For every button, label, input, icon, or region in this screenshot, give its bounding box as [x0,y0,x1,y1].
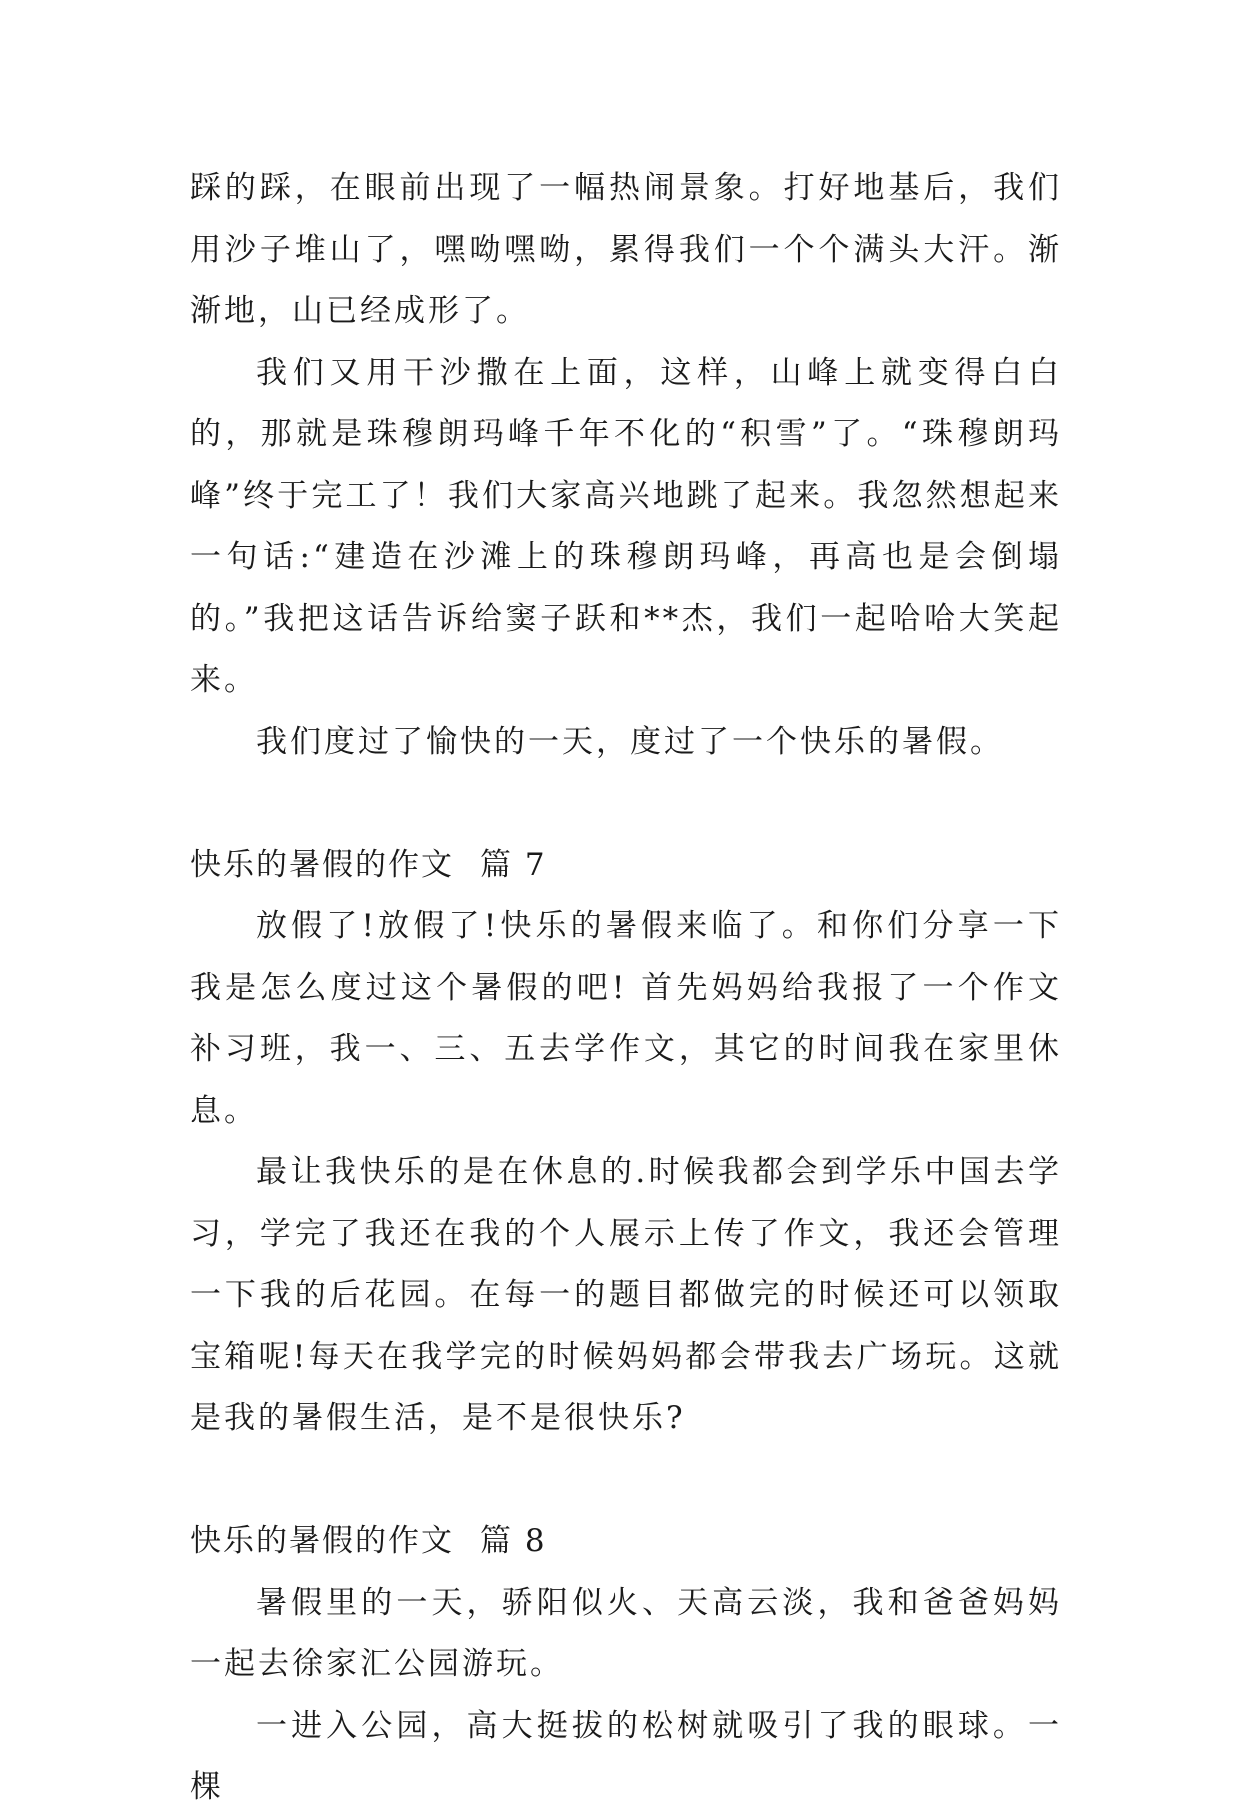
section-7-title: 快乐的暑假的作文 [190,846,454,883]
section-8-title: 快乐的暑假的作文 [190,1523,454,1559]
section-7-paragraph-2: 最让我快乐的是在休息的.时候我都会到学乐中国去学习，学完了我还在我的个人展示上传了作文，我还会管理一下我的后花园。在每一的题目都做完的时候还可以领取宝箱呢!每天在我学完的时候妈妈都会带我去广场玩。这就是我的暑假生活，是不是很快乐? [190,1154,1062,1436]
paragraph-top-3: 我们度过了愉快的一天，度过了一个快乐的暑假。 [256,723,1004,760]
section-8-number: 篇 8 [480,1523,547,1559]
section-7-paragraph-1: 放假了!放假了!快乐的暑假来临了。和你们分享一下我是怎么度过这个暑假的吧! 首先妈妈给我报了一个作文补习班，我一、三、五去学作文，其它的时间我在家里休息。 [190,908,1062,1129]
section-7-number: 篇 7 [480,846,547,883]
section-8-paragraph-1: 暑假里的一天，骄阳似火、天高云淡，我和爸爸妈妈一起去徐家汇公园游玩。 [190,1584,1062,1682]
paragraph-top-1: 踩的踩，在眼前出现了一幅热闹景象。打好地基后，我们用沙子堆山了，嘿呦嘿呦，累得我们一个个满头大汗。渐渐地，山已经成形了。 [190,170,1062,329]
section-8-paragraph-2: 一进入公园，高大挺拔的松树就吸引了我的眼球。一棵 [190,1707,1062,1805]
paragraph-top-2: 我们又用干沙撒在上面，这样，山峰上就变得白白的，那就是珠穆朗玛峰千年不化的“积雪”了。“珠穆朗玛峰”终于完工了！我们大家高兴地跳了起来。我忽然想起来一句话:“建造在沙滩上的珠穆朗玛峰，再高也是会倒塌的。”我把这话告诉给窦子跃和**杰，我们一起哈哈大笑起来。 [190,354,1062,698]
section-gap [190,773,1062,835]
section-gap [190,1450,1062,1512]
section-7-heading [190,835,1062,897]
section-8-heading [190,1511,1062,1573]
document-body [190,158,1062,1819]
